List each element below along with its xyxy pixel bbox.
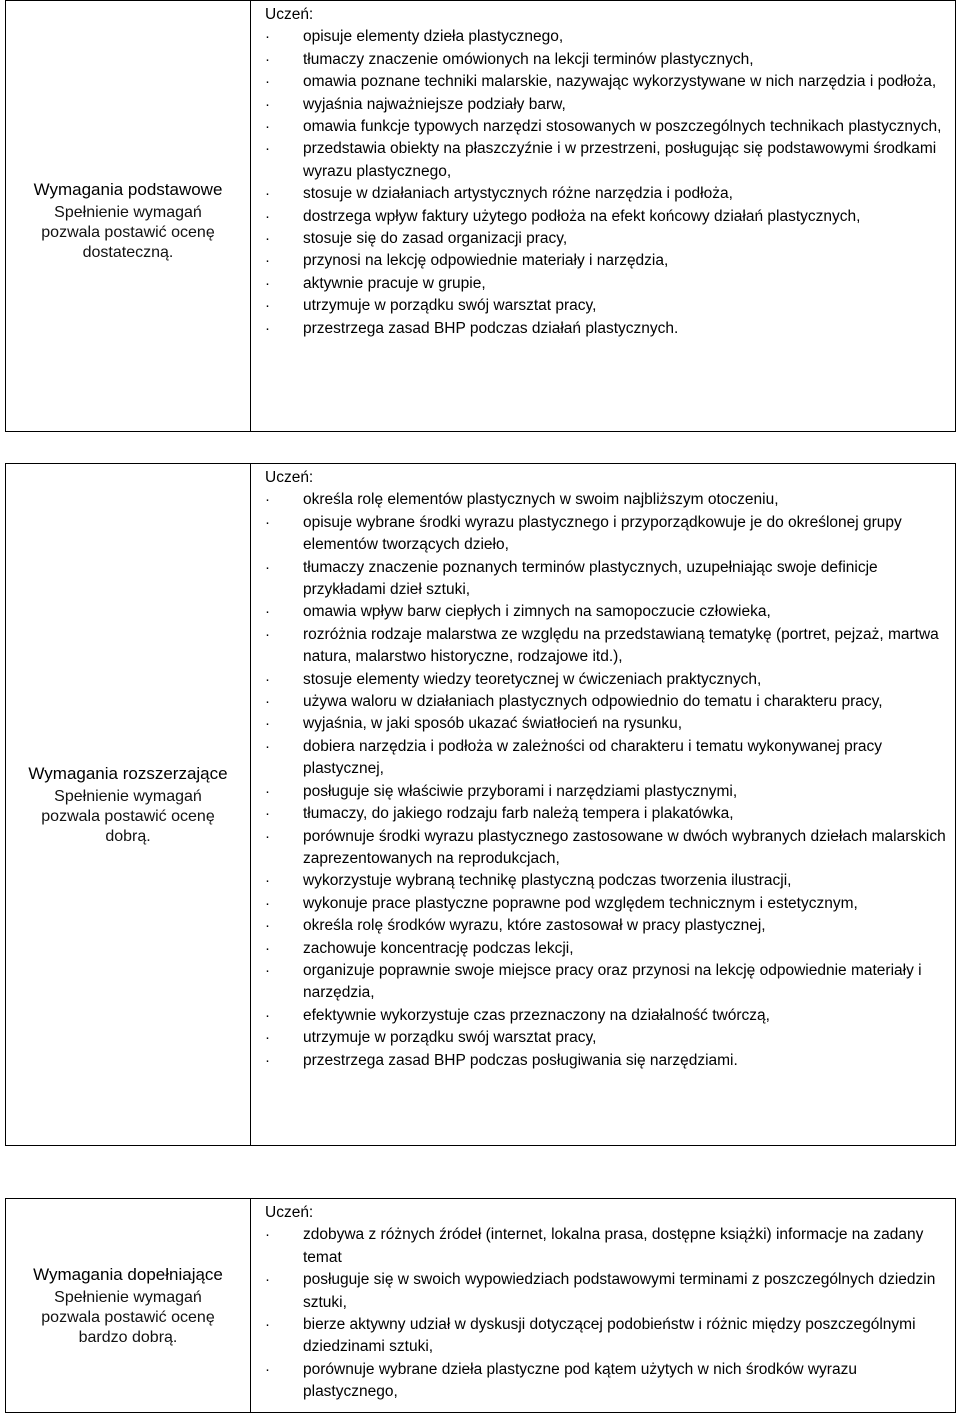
category-title: Wymagania dopełniające (33, 1264, 223, 1284)
requirements-list (265, 26, 949, 340)
bullet-icon: · (265, 603, 270, 621)
requirement-item (265, 601, 949, 623)
category-description: Spełnienie wymagań pozwala postawić ocenę dobrą. (41, 787, 215, 845)
bullet-icon: · (265, 73, 270, 91)
requirements-cell (251, 1199, 956, 1413)
requirement-text: określa rolę środków wyrazu, które zastosował w pracy plastycznej, (303, 917, 766, 935)
requirement-item (265, 781, 949, 803)
requirement-item (265, 1359, 949, 1404)
requirement-item (265, 94, 949, 116)
requirements-table-extended (5, 463, 956, 1146)
bullet-icon: · (265, 939, 270, 957)
requirement-item (265, 138, 949, 183)
requirement-text: przynosi na lekcję odpowiednie materiały i narzędzia, (303, 252, 669, 270)
bullet-icon: · (265, 1316, 270, 1334)
requirement-item (265, 713, 949, 735)
requirements-table-basic (5, 0, 956, 432)
bullet-icon: · (265, 827, 270, 845)
bullet-icon: · (265, 297, 270, 315)
requirement-text: porównuje wybrane dzieła plastyczne pod kątem użytych w nich środków wyrazu plastycznego, (303, 1360, 857, 1401)
requirement-text: stosuje w działaniach artystycznych różne narzędzia i podłoża, (303, 185, 733, 203)
requirement-text: dostrzega wpływ faktury użytego podłoża na efekt końcowy działań plastycznych, (303, 207, 861, 225)
bullet-icon: · (265, 782, 270, 800)
requirement-item (265, 826, 949, 871)
bullet-icon: · (265, 95, 270, 113)
category-title: Wymagania podstawowe (33, 180, 223, 199)
bullet-icon: · (265, 1029, 270, 1047)
requirement-item (265, 71, 949, 93)
bullet-icon: · (265, 207, 270, 225)
bullet-icon: · (265, 513, 270, 531)
requirement-text: przedstawia obiekty na płaszczyźnie i w przestrzeni, posługując się podstawowymi środkami wyrazu plastycznego, (303, 140, 937, 180)
bullet-icon: · (265, 319, 270, 337)
student-intro: Uczeń: (265, 469, 314, 486)
requirement-item (265, 938, 949, 960)
bullet-icon: · (265, 917, 270, 935)
requirement-text: używa waloru w działaniach plastycznych odpowiednio do tematu i charakteru pracy, (303, 693, 883, 711)
requirement-text: omawia funkcje typowych narzędzi stosowanych w poszczególnych technikach plastycznych, (303, 118, 942, 136)
bullet-icon: · (265, 1271, 270, 1289)
requirement-text: opisuje wybrane środki wyrazu plastycznego i przyporządkowuje je do określonej grupy elementów tworzących dzieło, (303, 513, 902, 554)
requirement-text: dobiera narzędzia i podłoża w zależności od charakteru i tematu wykonywanej pracy plastycznej, (303, 737, 882, 778)
bullet-icon: · (265, 894, 270, 912)
student-intro: Uczeń: (265, 6, 314, 23)
bullet-icon: · (265, 670, 270, 688)
requirement-text: posługuje się w swoich wypowiedziach podstawowymi terminami z poszczególnych dziedzin sztuki, (303, 1271, 936, 1311)
requirement-text: tłumaczy znaczenie poznanych terminów plastycznych, uzupełniając swoje definicje przykładami dzieł sztuki, (303, 558, 878, 599)
requirement-item (265, 1005, 949, 1027)
requirements-table-supplementary (5, 1198, 956, 1413)
requirement-text: stosuje się do zasad organizacji pracy, (303, 230, 568, 248)
bullet-icon: · (265, 558, 270, 576)
requirement-item (265, 116, 949, 138)
requirement-text: przestrzega zasad BHP podczas posługiwania się narzędziami. (303, 1051, 738, 1069)
requirement-text: wyjaśnia, w jaki sposób ukazać światłocień na rysunku, (303, 715, 683, 733)
bullet-icon: · (265, 805, 270, 823)
bullet-icon: · (265, 1051, 270, 1069)
requirements-list (265, 1224, 949, 1403)
requirement-item (265, 669, 949, 691)
bullet-icon: · (265, 230, 270, 248)
requirement-item (265, 893, 949, 915)
category-title: Wymagania rozszerzające (28, 763, 228, 783)
requirement-item (265, 228, 949, 250)
requirement-item (265, 557, 949, 602)
category-description: Spełnienie wymagań pozwala postawić ocenę dostateczną. (41, 204, 215, 261)
bullet-icon: · (265, 274, 270, 292)
requirement-text: wyjaśnia najważniejsze podziały barw, (303, 95, 566, 113)
bullet-icon: · (265, 491, 270, 509)
requirement-item (265, 489, 949, 511)
bullet-icon: · (265, 961, 270, 979)
requirement-item (265, 183, 949, 205)
requirement-text: organizuje poprawnie swoje miejsce pracy oraz przynosi na lekcję odpowiednie materiały i narzędzia, (303, 961, 922, 1002)
requirement-item (265, 736, 949, 781)
bullet-icon: · (265, 737, 270, 755)
requirement-item (265, 1224, 949, 1269)
bullet-icon: · (265, 693, 270, 711)
requirement-text: omawia poznane techniki malarskie, nazywając wykorzystywane w nich narzędzia i podłoża, (303, 73, 937, 91)
requirement-text: posługuje się właściwie przyborami i narzędziami plastycznymi, (303, 782, 738, 800)
requirements-cell (251, 1, 956, 432)
requirement-item (265, 273, 949, 295)
bullet-icon: · (265, 1360, 270, 1378)
requirement-item (265, 318, 949, 340)
bullet-icon: · (265, 1006, 270, 1024)
requirement-item (265, 1027, 949, 1049)
requirement-text: stosuje elementy wiedzy teoretycznej w ćwiczeniach praktycznych, (303, 670, 762, 688)
category-cell (6, 1, 251, 432)
requirement-item (265, 870, 949, 892)
bullet-icon: · (265, 140, 270, 158)
bullet-icon: · (265, 625, 270, 643)
requirement-item (265, 1050, 949, 1072)
student-intro: Uczeń: (265, 1204, 314, 1221)
requirement-text: rozróżnia rodzaje malarstwa ze względu na przedstawianą tematykę (portret, pejzaż, martwa natura, malarstwo historyczne, rodzajowe itd.), (303, 625, 939, 666)
category-cell (6, 464, 251, 1146)
requirement-text: utrzymuje w porządku swój warsztat pracy, (303, 297, 597, 315)
bullet-icon: · (265, 185, 270, 203)
requirement-text: zachowuje koncentrację podczas lekcji, (303, 939, 574, 957)
requirement-item (265, 49, 949, 71)
requirement-text: aktywnie pracuje w grupie, (303, 274, 486, 292)
requirement-item (265, 691, 949, 713)
requirement-text: bierze aktywny udział w dyskusji dotyczącej podobieństw i różnic między poszczególnymi dziedzinami sztuki, (303, 1316, 916, 1356)
requirement-text: przestrzega zasad BHP podczas działań plastycznych. (303, 319, 679, 337)
requirement-text: omawia wpływ barw ciepłych i zimnych na samopoczucie człowieka, (303, 603, 771, 621)
bullet-icon: · (265, 28, 270, 46)
requirement-item (265, 960, 949, 1005)
category-cell (6, 1199, 251, 1413)
bullet-icon: · (265, 715, 270, 733)
requirement-item (265, 1269, 949, 1314)
bullet-icon: · (265, 50, 270, 68)
requirement-item (265, 295, 949, 317)
requirement-text: wykorzystuje wybraną technikę plastyczną podczas tworzenia ilustracji, (303, 872, 792, 890)
requirements-list (265, 489, 949, 1072)
requirement-text: utrzymuje w porządku swój warsztat pracy, (303, 1029, 597, 1047)
requirement-item (265, 26, 949, 48)
bullet-icon: · (265, 872, 270, 890)
requirement-item (265, 250, 949, 272)
requirements-cell (251, 464, 956, 1146)
requirement-text: określa rolę elementów plastycznych w swoim najbliższym otoczeniu, (303, 491, 779, 509)
requirement-item (265, 512, 949, 557)
requirement-item (265, 624, 949, 669)
requirement-item (265, 803, 949, 825)
requirement-text: wykonuje prace plastyczne poprawne pod względem technicznym i estetycznym, (303, 894, 858, 912)
bullet-icon: · (265, 118, 270, 136)
requirement-text: zdobywa z różnych źródeł (internet, lokalna prasa, dostępne książki) informacje na zadany temat (303, 1226, 924, 1266)
bullet-icon: · (265, 1226, 270, 1244)
requirement-item (265, 915, 949, 937)
category-description: Spełnienie wymagań pozwala postawić ocenę bardzo dobrą. (41, 1288, 215, 1346)
bullet-icon: · (265, 252, 270, 270)
requirement-text: opisuje elementy dzieła plastycznego, (303, 28, 564, 46)
requirement-item (265, 206, 949, 228)
requirement-text: tłumaczy, do jakiego rodzaju farb należą tempera i plakatówka, (303, 805, 734, 823)
requirement-item (265, 1314, 949, 1359)
requirement-text: porównuje środki wyrazu plastycznego zastosowane w dwóch wybranych dziełach malarskich zaprezentowanych na reprodukcjach, (303, 827, 946, 867)
requirement-text: efektywnie wykorzystuje czas przeznaczony na działalność twórczą, (303, 1006, 770, 1024)
requirement-text: tłumaczy znaczenie omówionych na lekcji terminów plastycznych, (303, 50, 754, 68)
